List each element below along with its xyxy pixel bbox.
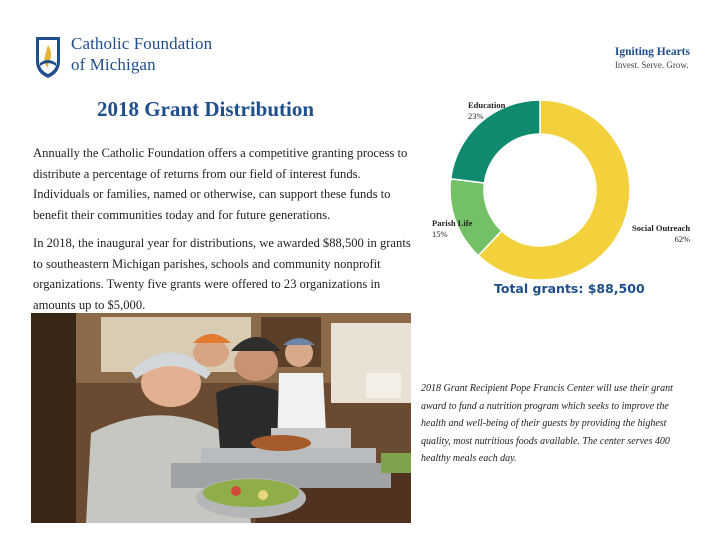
tagline-subtitle: Invest. Serve. Grow. xyxy=(614,60,689,70)
education-label: Education xyxy=(468,100,506,110)
parish-life-label: Parish Life xyxy=(432,218,473,228)
foundation-logo xyxy=(34,33,212,79)
org-name-line2: of Michigan xyxy=(71,55,156,74)
legend-label-social-outreach xyxy=(632,223,690,245)
photo-illustration xyxy=(31,313,411,523)
awards-paragraph: In 2018, the inaugural year for distributions, we awarded $88,500 in grants to southeastern Michigan parishes, schools and community nonprofit organizations. Twenty five grants were offered to 23 organizations in amounts up to $5,000. xyxy=(33,236,411,312)
social-outreach-label: Social Outreach xyxy=(632,223,691,233)
tagline xyxy=(615,46,690,70)
legend-label-parish-life xyxy=(432,218,472,240)
donut-chart-svg xyxy=(420,92,710,297)
tagline-title: Igniting Hearts xyxy=(614,46,690,58)
education-percent: 23% xyxy=(468,111,484,121)
org-name xyxy=(71,33,212,75)
volunteers-serving-food-photo xyxy=(31,313,411,523)
org-name-line1: Catholic Foundation xyxy=(71,34,213,53)
total-grants-label: Total grants: $88,500 xyxy=(494,281,645,296)
legend-label-education xyxy=(468,100,505,122)
social-outreach-percent: 62% xyxy=(674,234,691,244)
page-title: 2018 Grant Distribution xyxy=(97,97,315,121)
intro-paragraph: Annually the Catholic Foundation offers a competitive granting process to distribute a percentage of returns from our field of interest funds. Individuals or families, named or otherwise, can support these funds to benefit their communities today and for future generations. xyxy=(33,146,408,222)
grant-distribution-chart xyxy=(420,92,710,297)
parish-life-percent: 15% xyxy=(432,229,448,239)
photo-caption: 2018 Grant Recipient Pope Francis Center will use their grant award to fund a nutrition program which seeks to improve the health and well-being of their guests by providing the highest quality, most nutritious foods available. The center serves 400 healthy meals each day. xyxy=(421,383,673,464)
shield-flame-icon xyxy=(34,33,62,79)
